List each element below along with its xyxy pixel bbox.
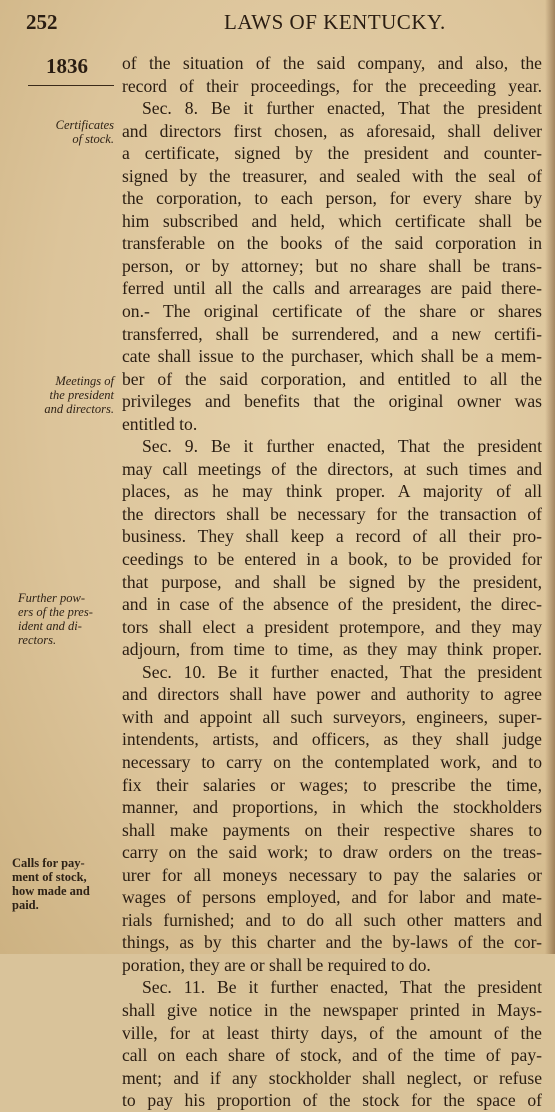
text-line: the directors shall be necessary for the transaction of bbox=[122, 503, 542, 524]
text-line: to pay his proportion of the stock for the space of bbox=[122, 1090, 542, 1111]
text-line: business. They shall keep a record of all their pro- bbox=[122, 526, 542, 547]
text-line: that purpose, and shall be signed by the president, bbox=[122, 571, 542, 592]
text-line: transferable on the books of the said corporation in bbox=[122, 233, 542, 254]
section-start-line: Sec. 8. Be it further enacted, That the president bbox=[142, 98, 542, 119]
text-line: transferred, shall be surrendered, and a new certifi- bbox=[122, 323, 542, 344]
year-rule bbox=[28, 85, 114, 86]
text-line: urer for all moneys necessary to pay the salaries or bbox=[122, 864, 542, 885]
text-line: necessary to carry on the contemplated work, and to bbox=[122, 751, 542, 772]
text-line: tors shall elect a president protempore, and they may bbox=[122, 616, 542, 637]
text-line: carry on the said work; to draw orders on the treas- bbox=[122, 842, 542, 863]
text-line: of the situation of the said company, and also, the bbox=[122, 53, 542, 73]
year-heading: 1836 bbox=[46, 54, 88, 78]
text-line: poration, they are or shall be required to do. bbox=[122, 954, 431, 975]
margin-note-certificates bbox=[6, 118, 114, 146]
text-line: and in case of the absence of the president, the direc- bbox=[122, 594, 542, 615]
margin-note-line: Further pow- bbox=[18, 591, 86, 605]
text-line: privileges and benefits that the original owner was bbox=[122, 391, 542, 412]
margin-note-line: and directors. bbox=[44, 402, 114, 416]
text-line: wages of persons employed, and for labor and mate- bbox=[122, 887, 542, 908]
margin-note-line: Meetings of bbox=[55, 374, 114, 388]
page-edge-shadow bbox=[545, 0, 555, 954]
running-head: LAWS OF KENTUCKY. bbox=[224, 10, 446, 34]
text-line: entitled to. bbox=[122, 413, 198, 434]
text-line: things, as by this charter and the by-laws of the cor- bbox=[122, 932, 542, 953]
text-line: ber of the said corporation, and entitled to all the bbox=[122, 368, 542, 389]
text-line: shall make payments on their respective shares to bbox=[122, 819, 542, 840]
margin-note-line: ident and di- bbox=[18, 619, 82, 633]
text-line: and directors shall have power and authority to agree bbox=[122, 684, 542, 705]
margin-note-line: of stock. bbox=[72, 132, 114, 146]
text-line: record of their proceedings, for the preceeding year. bbox=[122, 75, 542, 96]
margin-note-line: rectors. bbox=[18, 633, 57, 647]
text-line: person, or by attorney; but no share shall be trans- bbox=[122, 255, 542, 276]
text-line: signed by the treasurer, and sealed with the seal of bbox=[122, 165, 542, 186]
text-line: ville, for at least thirty days, of the amount of the bbox=[122, 1022, 542, 1043]
margin-note-line: the president bbox=[49, 388, 114, 402]
text-line: call on each share of stock, and of the time of pay- bbox=[122, 1045, 542, 1066]
text-line: a certificate, signed by the president and counter- bbox=[122, 143, 542, 164]
text-line: with and appoint all such surveyors, engineers, super- bbox=[122, 706, 542, 727]
margin-note-line: ment of stock, bbox=[12, 870, 87, 884]
body-text bbox=[122, 52, 542, 1112]
margin-note-line: Calls for pay- bbox=[12, 856, 85, 870]
margin-note-line: how made and bbox=[12, 884, 90, 898]
text-line: cate shall issue to the purchaser, which shall be a mem- bbox=[122, 346, 542, 367]
text-line: may call meetings of the directors, at such times and bbox=[122, 458, 542, 479]
text-line: and directors first chosen, as aforesaid, shall deliver bbox=[122, 120, 542, 141]
text-line: on.- The original certificate of the share or shares bbox=[122, 301, 542, 322]
section-start-line: Sec. 11. Be it further enacted, That the president bbox=[142, 977, 542, 998]
margin-note-further-powers bbox=[18, 591, 114, 647]
text-line: intendents, artists, and officers, as they shall judge bbox=[122, 729, 542, 750]
margin-note-meetings bbox=[6, 374, 114, 416]
section-start-line: Sec. 10. Be it further enacted, That the president bbox=[142, 661, 542, 682]
text-line: places, as he may think proper. A majority of all bbox=[122, 481, 542, 502]
text-line: adjourn, from time to time, as they may think proper. bbox=[122, 639, 542, 660]
margin-note-line: paid. bbox=[12, 898, 39, 912]
page-header bbox=[0, 6, 555, 40]
margin-note-calls bbox=[12, 856, 120, 912]
margin-note-line: ers of the pres- bbox=[18, 605, 93, 619]
text-line: ment; and if any stockholder shall neglect, or refuse bbox=[122, 1067, 542, 1088]
text-line: shall give notice in the newspaper printed in Mays- bbox=[122, 999, 542, 1020]
text-line: fix their salaries or wages; to prescribe the time, bbox=[122, 774, 542, 795]
margin-note-line: Certificates bbox=[55, 118, 114, 132]
text-line: rials furnished; and to do all such other matters and bbox=[122, 909, 542, 930]
text-line: the corporation, to each person, for every share by bbox=[122, 188, 542, 209]
text-line: manner, and proportions, in which the stockholders bbox=[122, 797, 542, 818]
text-line: ferred until all the calls and arrearages are paid there- bbox=[122, 278, 542, 299]
text-line: him subscribed and held, which certificate shall be bbox=[122, 210, 542, 231]
section-start-line: Sec. 9. Be it further enacted, That the president bbox=[142, 436, 542, 457]
page-number: 252 bbox=[26, 10, 58, 34]
text-line: ceedings to be entered in a book, to be provided for bbox=[122, 549, 542, 570]
